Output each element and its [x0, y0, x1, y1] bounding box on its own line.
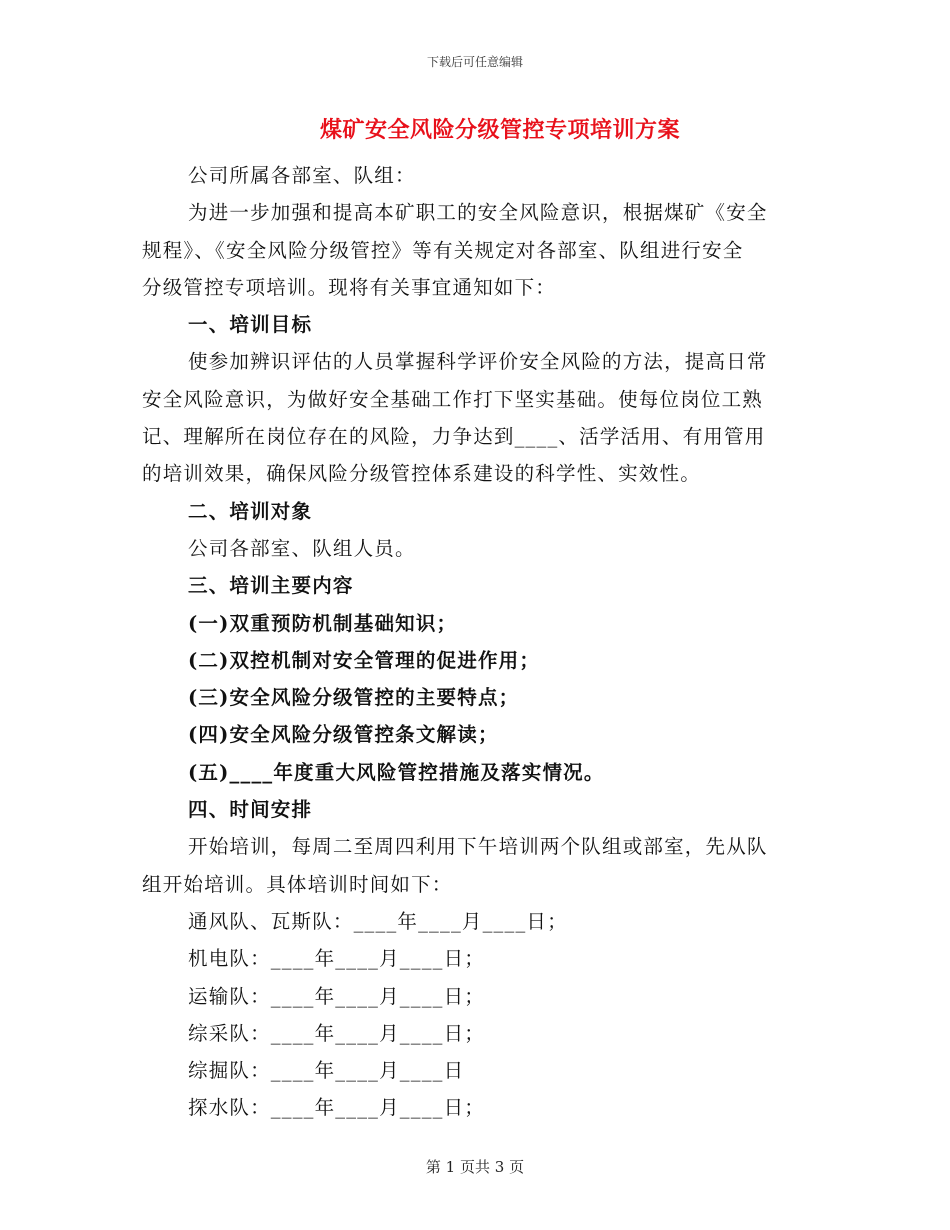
paragraph-line: 分级管控专项培训。现将有关事宜通知如下： — [142, 275, 557, 299]
paragraph-line: 为进一步加强和提高本矿职工的安全风险意识，根据煤矿《安全 — [188, 201, 768, 225]
paragraph-line: 开始培训，每周二至周四利用下午培训两个队组或部室，先从队 — [188, 835, 768, 859]
content-item: (五)____年度重大风险管控措施及落实情况。 — [188, 760, 605, 784]
page-number: 第 1 页共 3 页 — [425, 1158, 525, 1176]
content-item: (四)安全风险分级管控条文解读； — [188, 723, 499, 747]
schedule-item: 综掘队：____年____月____日 — [188, 1059, 465, 1083]
paragraph-line: 的培训效果，确保风险分级管控体系建设的科学性、实效性。 — [142, 462, 701, 486]
schedule-item: 运输队：____年____月____日； — [188, 984, 486, 1008]
section-heading-goal: 一、培训目标 — [188, 313, 313, 337]
content-item: (二)双控机制对安全管理的促进作用； — [188, 648, 541, 672]
paragraph-line: 安全风险意识，为做好安全基础工作打下坚实基础。使每位岗位工熟 — [142, 387, 764, 411]
schedule-item: 机电队：____年____月____日； — [188, 947, 486, 971]
schedule-item: 通风队、瓦斯队：____年____月____日； — [188, 909, 568, 933]
paragraph-line: 公司各部室、队组人员。 — [188, 536, 416, 560]
content-item: (一)双重预防机制基础知识； — [188, 611, 458, 635]
schedule-item: 探水队：____年____月____日； — [188, 1096, 486, 1120]
paragraph-line: 使参加辨识评估的人员掌握科学评价安全风险的方法，提高日常 — [188, 350, 768, 374]
section-heading-content: 三、培训主要内容 — [188, 574, 354, 598]
paragraph-line: 规程》、《安全风险分级管控》等有关规定对各部室、队组进行安全 — [142, 238, 744, 262]
document-body — [142, 157, 796, 1127]
section-heading-audience: 二、培训对象 — [188, 499, 313, 523]
salutation: 公司所属各部室、队组： — [188, 164, 416, 187]
paragraph-line: 记、理解所在岗位存在的风险，力争达到____、活学活用、有用管用 — [142, 425, 766, 449]
paragraph-line: 组开始培训。具体培训时间如下： — [142, 872, 453, 896]
header-note: 下载后可任意编辑 — [426, 55, 523, 69]
content-item: (三)安全风险分级管控的主要特点； — [188, 686, 520, 710]
document-title: 煤矿安全风险分级管控专项培训方案 — [319, 117, 680, 143]
schedule-item: 综采队：____年____月____日； — [188, 1021, 486, 1045]
section-heading-schedule: 四、时间安排 — [188, 798, 313, 822]
